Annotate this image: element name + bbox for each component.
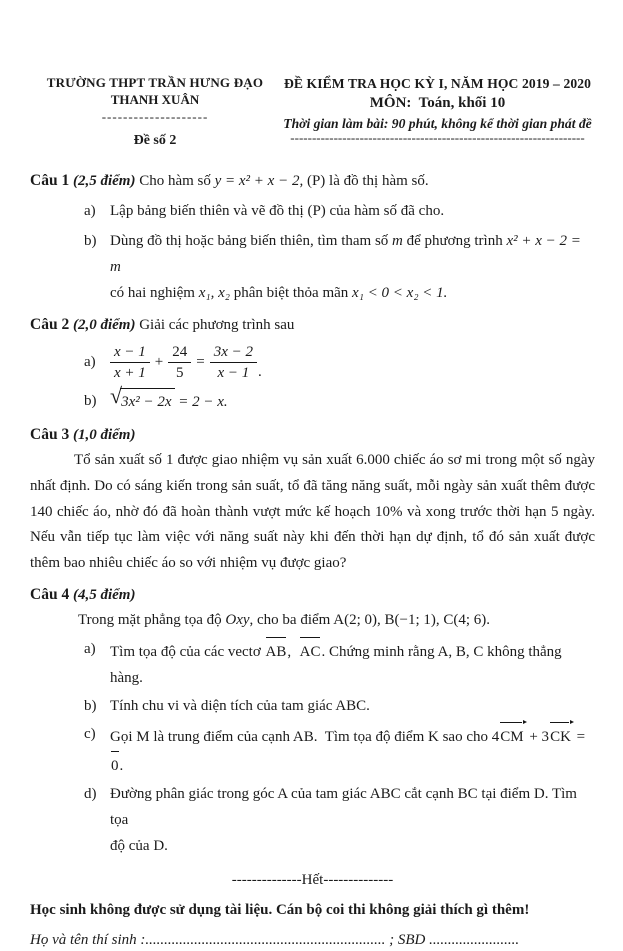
vector-ac: AC <box>299 636 322 665</box>
exam-subject: MÔN: Toán, khối 10 <box>369 94 506 111</box>
question-4 <box>30 583 595 859</box>
question-3-label: Câu 3 <box>30 425 70 443</box>
question-3-body: Tổ sản xuất số 1 được giao nhiệm vụ sản xuất 6.000 chiếc áo sơ mi trong một số ngày nhất định. Do có sáng kiến trong sản suất, tổ đã tăng năng suất, mỗi ngày sản xuất thêm được 140 chiếc áo, nhờ đó đã hoàn thành vượt mức kế hoạch 10% và xong trước thời hạn 5 ngày. Nếu vẫn tiếp tục làm việc với năng suất này khi đến thời hạn dự định, tổ đó sản xuất được thêm bao nhiêu chiếc áo so với nhiệm vụ được giao? <box>30 451 595 572</box>
item-c-text <box>110 721 595 779</box>
school-divider: -------------------- <box>101 108 209 124</box>
student-name-line: Họ và tên thí sinh :................................................................ ; SBD ........................ <box>30 931 520 948</box>
item-a-label: a) <box>84 354 96 371</box>
vector-cm: CM <box>499 721 525 750</box>
exam-code: Đề số 2 <box>133 132 177 148</box>
item-a-post: . Chứng minh rằng A, B, C không thẳng hàng. <box>110 643 562 686</box>
item-c-period: . <box>119 757 124 774</box>
vector-ck: CK <box>549 721 573 750</box>
fraction-2-numerator: 24 <box>172 343 188 360</box>
header <box>30 75 595 150</box>
item-b-inequality: x₁ < 0 < x₂ < 1. <box>352 284 448 301</box>
oxy-plane: Oxy <box>225 611 250 628</box>
plus-operator: + <box>154 354 164 371</box>
radicand: 3x² − 2x <box>120 388 174 415</box>
fraction-1-numerator: x − 1 <box>114 343 146 360</box>
question-2-item-a <box>84 340 595 386</box>
item-b-line2-mid: phân biệt thỏa mãn <box>229 284 353 301</box>
item-a-text <box>110 636 595 691</box>
question-3-heading <box>30 423 595 447</box>
question-2 <box>30 312 595 415</box>
question-1-formula: y = x² + x − 2, <box>214 172 304 189</box>
question-1-p-name: (P) <box>303 172 330 189</box>
question-4-heading <box>30 583 595 607</box>
item-b-roots: x₁, x₂ <box>198 284 230 301</box>
item-c-pre: Gọi M là trung điểm của cạnh AB. Tìm tọa độ điểm K sao cho 4 <box>110 728 500 745</box>
vector-separator: , <box>287 643 299 660</box>
item-b-text <box>110 228 595 306</box>
fraction-1-denominator: x + 1 <box>110 362 150 383</box>
item-b-text-mid: để phương trình <box>402 232 507 249</box>
fraction-2-denominator: 5 <box>168 362 191 383</box>
question-3 <box>30 423 595 577</box>
square-root <box>110 382 175 415</box>
question-1-item-a <box>84 198 595 225</box>
exam-title-divider: -------------------------------------------------------------------- <box>290 129 585 145</box>
item-d-line1: Đường phân giác trong góc A của tam giác ABC cắt cạnh BC tại điểm D. Tìm tọa <box>110 785 577 828</box>
vector-ab: AB <box>265 636 288 665</box>
exam-title-block <box>280 75 595 143</box>
school-name: TRƯỜNG THPT TRẦN HƯNG ĐẠO <box>46 75 264 90</box>
exam-title: ĐỀ KIỂM TRA HỌC KỲ I, NĂM HỌC 2019 – 2020 <box>283 76 592 91</box>
question-1-intro-pre: Cho hàm số <box>135 172 215 189</box>
fraction-2 <box>168 343 191 384</box>
question-1-item-b <box>84 228 595 306</box>
point-coordinates: A(2; 0), B(−1; 1), C(4; 6). <box>333 611 491 628</box>
item-d-text <box>110 781 595 859</box>
question-2-heading <box>30 312 595 338</box>
item-b-label: b) <box>84 392 97 409</box>
equation-b-rhs: = 2 − x. <box>174 393 228 410</box>
equation-a <box>110 343 262 384</box>
question-4-item-d <box>84 781 595 859</box>
question-2-intro: Giải các phương trình sau <box>135 316 295 333</box>
question-1-intro-post: là đồ thị hàm số. <box>329 172 429 189</box>
zero-vector: 0 <box>110 750 120 779</box>
intro-mid: , cho ba điểm <box>249 611 334 628</box>
question-3-points: (1,0 điểm) <box>72 426 136 443</box>
school-district: THANH XUÂN <box>110 91 200 107</box>
school-block <box>30 75 280 150</box>
item-a-pre: Tìm tọa độ của các vectơ <box>110 643 265 660</box>
question-1-points: (2,5 điểm) <box>72 172 136 189</box>
fraction-3-denominator: x − 1 <box>210 362 257 383</box>
radical-sign: √ <box>110 382 123 408</box>
equation-b <box>110 382 595 415</box>
equals-operator: = <box>196 354 205 371</box>
exam-duration: Thời gian làm bài: 90 phút, không kể thời gian phát đề <box>283 116 592 132</box>
exam-rules-note: Học sinh không được sử dụng tài liệu. Cán bộ coi thi không giải thích gì thêm! <box>30 901 530 918</box>
item-d-line2: độ của D. <box>110 837 168 854</box>
item-d-label: d) <box>84 785 97 802</box>
question-4-item-c <box>84 721 595 779</box>
question-4-item-b <box>84 693 595 719</box>
item-a-label: a) <box>84 202 96 219</box>
question-4-label: Câu 4 <box>30 585 70 603</box>
question-4-item-a <box>84 636 595 691</box>
equation-a-period: . <box>258 364 262 381</box>
item-b-text: Tính chu vi và diện tích của tam giác ABC. <box>110 697 370 714</box>
end-marker: --------------Hết-------------- <box>231 871 394 888</box>
item-b-line2-pre: có hai nghiệm <box>110 284 199 301</box>
question-2-points: (2,0 điểm) <box>72 316 136 333</box>
fraction-1 <box>110 343 150 384</box>
question-4-points: (4,5 điểm) <box>72 586 136 603</box>
item-b-formula: x² + x − 2 = m <box>110 232 581 275</box>
item-a-text: Lập bảng biến thiên và vẽ đồ thị (P) của hàm số đã cho. <box>110 202 445 219</box>
item-c-equals: = <box>572 728 586 745</box>
question-2-item-b <box>84 382 595 415</box>
item-c-label: c) <box>84 725 96 742</box>
question-4-intro <box>78 607 595 634</box>
item-b-label: b) <box>84 697 97 714</box>
question-1-label: Câu 1 <box>30 171 70 189</box>
item-b-var-m: m <box>392 232 403 249</box>
item-b-label: b) <box>84 232 97 249</box>
fraction-3 <box>210 343 257 384</box>
item-c-mid: + 3 <box>525 728 550 745</box>
fraction-3-numerator: 3x − 2 <box>213 343 253 360</box>
item-a-label: a) <box>84 640 96 657</box>
question-1 <box>30 168 595 306</box>
item-b-text-pre: Dùng đồ thị hoặc bảng biến thiên, tìm tham số <box>110 232 393 249</box>
question-1-heading <box>30 168 595 194</box>
question-2-label: Câu 2 <box>30 315 70 333</box>
intro-pre: Trong mặt phẳng tọa độ <box>78 611 226 628</box>
